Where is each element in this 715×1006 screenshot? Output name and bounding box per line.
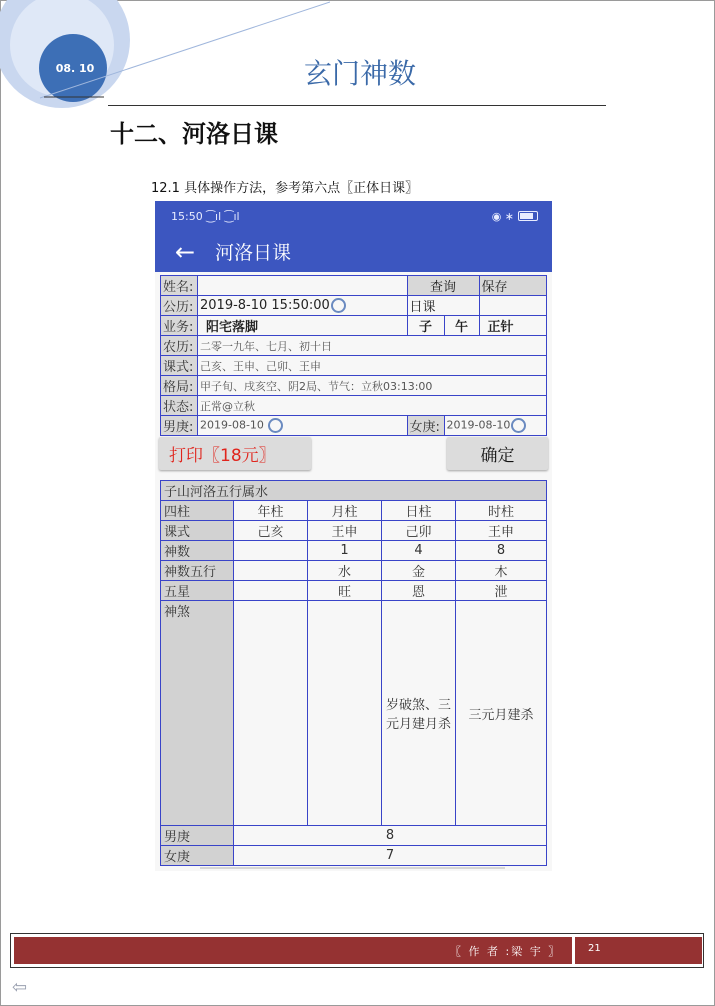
header-cell: 年柱 xyxy=(234,501,308,521)
header-cell: 时柱 xyxy=(456,501,547,521)
query-button[interactable]: 查询 xyxy=(407,276,479,296)
nangeng-label: 男庚: xyxy=(161,416,198,436)
table-cell: 8 xyxy=(456,541,547,561)
row-label: 神数 xyxy=(161,541,234,561)
table-cell: 金 xyxy=(382,561,456,581)
table-cell: 水 xyxy=(308,561,382,581)
app-title: 河洛日课 xyxy=(215,242,292,264)
table-row xyxy=(161,846,547,866)
table-cell xyxy=(234,541,308,561)
wuxing-table xyxy=(160,480,547,866)
yewu-label: 业务: xyxy=(161,316,198,336)
phone-screenshot xyxy=(155,201,552,871)
table-cell: 己亥 xyxy=(234,521,308,541)
needle-select[interactable]: 正针 xyxy=(479,316,547,336)
table-row xyxy=(161,521,547,541)
signal-icon: ⁐ıl ⁐ıl xyxy=(206,209,240,223)
nvgeng-value: 2019-08-10 xyxy=(446,418,511,432)
table-cell: 8 xyxy=(234,826,547,846)
row-label: 神数五行 xyxy=(161,561,234,581)
back-nav-icon[interactable]: ⇦ xyxy=(12,977,28,998)
save-button[interactable]: 保存 xyxy=(479,276,547,296)
gongli-label: 公历: xyxy=(161,296,198,316)
table-cell xyxy=(234,601,308,826)
status-icons: ◉ ∗ xyxy=(491,209,514,223)
geju-label: 格局: xyxy=(161,376,198,396)
gongli-value: 2019-8-10 15:50:00 xyxy=(200,298,330,313)
nvgeng-label: 女庚: xyxy=(407,416,444,436)
page-number: 21 xyxy=(588,943,601,954)
table-cell: 泄 xyxy=(456,581,547,601)
name-label: 姓名: xyxy=(161,276,198,296)
gongli-field[interactable] xyxy=(198,296,408,316)
table-row xyxy=(161,541,547,561)
table-cell: 己卯 xyxy=(382,521,456,541)
status-time: 15:50 xyxy=(171,209,203,223)
table-cell: 1 xyxy=(308,541,382,561)
row-label: 神煞 xyxy=(161,601,234,826)
print-button[interactable]: 打印〖18元〗 xyxy=(159,437,311,470)
nangeng-value: 2019-08-10 xyxy=(200,418,264,432)
table-cell: 4 xyxy=(382,541,456,561)
section-subheading: 12.1 具体操作方法，参考第六点〖正体日课〗 xyxy=(151,181,419,196)
row-label: 男庚 xyxy=(161,826,234,846)
search-icon[interactable] xyxy=(331,298,346,313)
table-cell: 王申 xyxy=(456,521,547,541)
table-cell: 旺 xyxy=(308,581,382,601)
row-label: 五星 xyxy=(161,581,234,601)
back-arrow-icon[interactable]: ← xyxy=(174,237,196,266)
facing-select[interactable]: 午 xyxy=(444,316,479,336)
footer-author: 〖 作 者 :梁 宇 〗 xyxy=(450,945,562,958)
header-date: 08. 10 xyxy=(55,62,95,75)
geju-value: 甲子旬、戌亥空、阴2局、节气：立秋03:13:00 xyxy=(198,376,547,396)
keshi-value: 己亥、王申、己卯、王申 xyxy=(198,356,547,376)
nvgeng-field[interactable] xyxy=(444,416,547,436)
name-input[interactable] xyxy=(198,276,408,296)
header-cell: 日柱 xyxy=(382,501,456,521)
zhuangtai-label: 状态: xyxy=(161,396,198,416)
zhuangtai-value: 正常@立秋 xyxy=(198,396,547,416)
table-cell: 岁破煞、三元月建月杀 xyxy=(382,601,456,826)
table-row xyxy=(161,601,547,826)
document-title: 玄门神数 xyxy=(303,57,416,90)
table-cell xyxy=(234,561,308,581)
battery-icon xyxy=(518,211,538,221)
table-cell: 7 xyxy=(234,846,547,866)
search-icon[interactable] xyxy=(268,418,283,433)
table-row xyxy=(161,561,547,581)
table-cell: 木 xyxy=(456,561,547,581)
footer-separator xyxy=(572,937,575,964)
table-cell: 恩 xyxy=(382,581,456,601)
app-bar xyxy=(155,231,552,272)
header-cell: 月柱 xyxy=(308,501,382,521)
nangeng-field[interactable] xyxy=(198,416,408,436)
row-label: 课式 xyxy=(161,521,234,541)
search-icon[interactable] xyxy=(511,418,526,433)
wuxing-title: 子山河洛五行属水 xyxy=(161,481,547,501)
nongli-value: 二零一九年、七月、初十日 xyxy=(198,336,547,356)
keshi-label: 课式: xyxy=(161,356,198,376)
section-heading: 十二、河洛日课 xyxy=(110,120,278,148)
table-cell: 三元月建杀 xyxy=(456,601,547,826)
nongli-label: 农历: xyxy=(161,336,198,356)
status-bar xyxy=(155,201,552,231)
table-cell xyxy=(308,601,382,826)
table-row xyxy=(161,581,547,601)
mountain-select[interactable]: 子 xyxy=(407,316,444,336)
header-cell: 四柱 xyxy=(161,501,234,521)
table-row xyxy=(161,826,547,846)
phone-nav-line xyxy=(200,867,505,869)
input-form xyxy=(160,275,547,436)
rike-label: 日课 xyxy=(407,296,479,316)
row-label: 女庚 xyxy=(161,846,234,866)
confirm-button[interactable]: 确定 xyxy=(447,437,548,470)
header-divider xyxy=(108,105,606,106)
table-cell: 王申 xyxy=(308,521,382,541)
table-cell xyxy=(234,581,308,601)
rike-value xyxy=(479,296,547,316)
yewu-select[interactable]: 阳宅落脚 xyxy=(198,316,408,336)
